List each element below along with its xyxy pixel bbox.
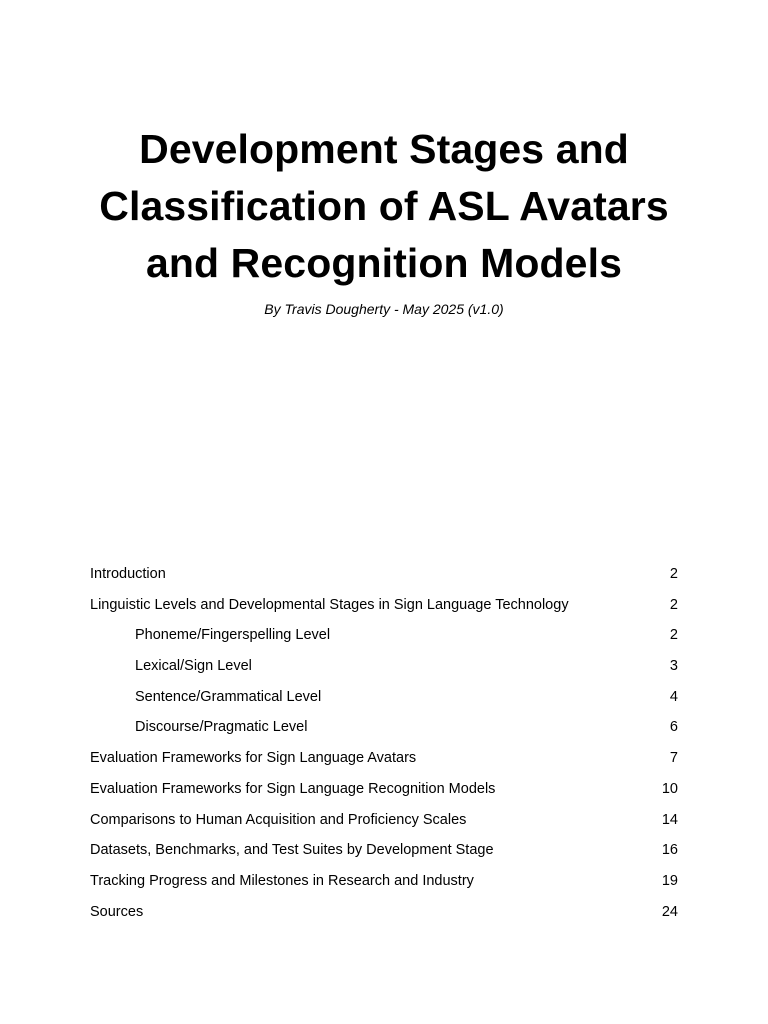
toc-entry-phoneme-level[interactable] [90,624,678,655]
toc-entry-page-number[interactable]: 2 [669,627,678,644]
toc-entry-lexical-level[interactable] [90,655,678,686]
toc-entry-linguistic-levels[interactable] [90,594,678,625]
toc-entry-recognition-evaluation[interactable] [90,778,678,809]
toc-entry-page-number[interactable]: 7 [669,750,678,767]
document-title [60,121,708,292]
toc-entry-page-number[interactable]: 4 [669,688,678,705]
toc-entry-label[interactable]: Lexical/Sign Level [135,658,252,675]
toc-entry-label[interactable]: Evaluation Frameworks for Sign Language Recognition Models [90,780,496,797]
toc-entry-label[interactable]: Evaluation Frameworks for Sign Language Avatars [90,750,417,767]
toc-entry-sources[interactable] [90,901,678,932]
toc-entry-label[interactable]: Comparisons to Human Acquisition and Proficiency Scales [90,811,467,828]
toc-entry-discourse-level[interactable] [90,716,678,747]
toc-entry-page-number[interactable]: 3 [669,658,678,675]
title-line-3: and Recognition Models [146,240,622,286]
toc-entry-page-number[interactable]: 24 [661,903,678,920]
toc-entry-avatar-evaluation[interactable] [90,747,678,778]
toc-entry-label[interactable]: Phoneme/Fingerspelling Level [135,627,331,644]
toc-entry-label[interactable]: Introduction [90,566,166,582]
toc-entry-datasets[interactable] [90,839,678,870]
table-of-contents [90,563,678,931]
toc-entry-page-number[interactable]: 10 [661,780,678,797]
toc-entry-page-number[interactable]: 6 [669,719,678,736]
toc-entry-page-number[interactable]: 16 [661,842,678,859]
toc-entry-label[interactable]: Sentence/Grammatical Level [135,688,322,705]
toc-entry-label[interactable]: Sources [90,903,144,920]
toc-entry-tracking-progress[interactable] [90,870,678,901]
toc-entry-label[interactable]: Discourse/Pragmatic Level [135,719,308,736]
author-byline: By Travis Dougherty - May 2025 (v1.0) [264,301,504,317]
toc-entry-human-acquisition[interactable] [90,809,678,840]
toc-entry-introduction[interactable] [90,563,678,594]
toc-entry-page-number[interactable]: 14 [661,811,678,828]
toc-entry-label[interactable]: Tracking Progress and Milestones in Research and Industry [90,872,474,889]
toc-entry-page-number[interactable]: 19 [661,872,678,889]
toc-entry-label[interactable]: Linguistic Levels and Developmental Stages in Sign Language Technology [90,596,569,613]
toc-entry-sentence-level[interactable] [90,686,678,717]
toc-entry-page-number[interactable]: 2 [669,566,678,582]
title-line-1: Development Stages and [139,126,629,172]
toc-entry-page-number[interactable]: 2 [669,596,678,613]
toc-entry-label[interactable]: Datasets, Benchmarks, and Test Suites by Development Stage [90,842,494,859]
title-line-2: Classification of ASL Avatars [99,183,669,229]
